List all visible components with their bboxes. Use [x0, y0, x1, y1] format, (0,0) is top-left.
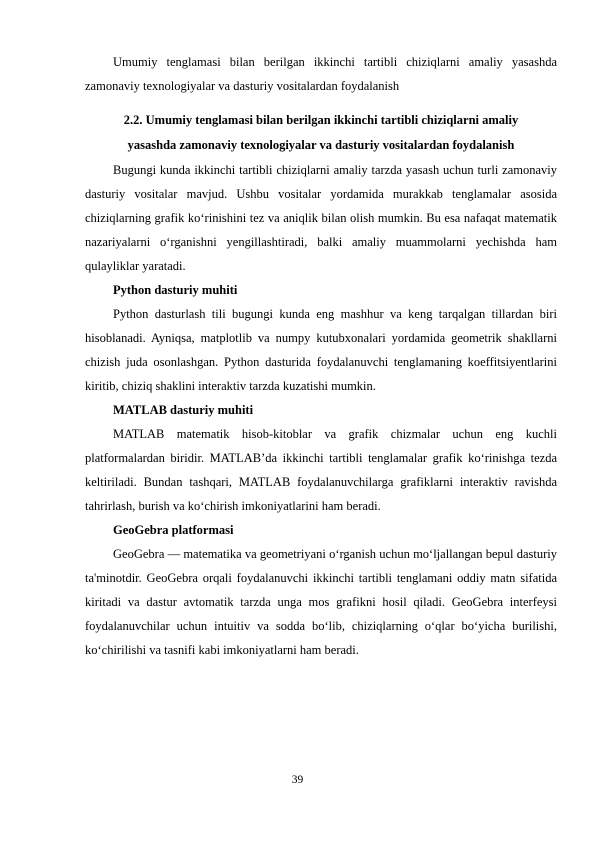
python-subheading: Python dasturiy muhiti [113, 283, 238, 297]
section-intro-paragraph: Bugungi kunda ikkinchi tartibli chiziqlarni amaliy tarzda yasash uchun turli zamonaviy dasturiy vositalar mavjud. Ushbu vositalar yordamida murakkab tenglamalar asosida chiziqlarning grafik ko‘rinishini tez va aniqlik bilan olish mumkin. Bu esa nafaqat matematik nazariyalarni o‘rganishni yengillashtiradi, balki amaliy muammolarni yechishda ham qulayliklar yaratadi. [85, 163, 557, 273]
geogebra-paragraph: GeoGebra — matematika va geometriyani o‘rganish uchun mo‘ljallangan bepul dasturiy ta'minotdir. GeoGebra orqali foydalanuvchi ikkinchi tartibli tenglamani oddiy matn sifatida kiritadi va dastur avtomatik tarzda unga mos grafikni hosil qiladi. GeoGebra interfeysi foydalanuvchilar uchun intuitiv va sodda bo‘lib, chiziqlarning o‘qlar bo‘yicha burilishi, ko‘chirilishi va tasnifi kabi imkoniyatlarni ham beradi. [85, 547, 557, 657]
page-number: 39 [291, 774, 304, 786]
section-heading [85, 108, 557, 158]
matlab-subheading: MATLAB dasturiy muhiti [113, 403, 254, 417]
geogebra-subheading: GeoGebra platformasi [113, 523, 234, 537]
python-paragraph: Python dasturlash tili bugungi kunda eng mashhur va keng tarqalgan tillardan biri hisoblanadi. Ayniqsa, matplotlib va numpy kutubxonalari yordamida geometrik shakllarni chizish juda osonlashgan. Python dasturida foydalanuvchi tenglamaning koeffitsiyentlarini kiritib, chiziq shaklini interaktiv tarzda kuzatishi mumkin. [85, 307, 557, 393]
section-heading-line-2: yasashda zamonaviy texnologiyalar va dasturiy vositalardan foydalanish [127, 138, 515, 152]
section-heading-line-1: 2.2. Umumiy tenglamasi bilan berilgan ikkinchi tartibli chiziqlarni amaliy [123, 113, 519, 127]
intro-paragraph: Umumiy tenglamasi bilan berilgan ikkinchi tartibli chiziqlarni amaliy yasashda zamonaviy texnologiyalar va dasturiy vositalardan foydalanish [85, 55, 557, 93]
document-page [85, 50, 557, 662]
matlab-paragraph: MATLAB matematik hisob-kitoblar va grafik chizmalar uchun eng kuchli platformalardan biridir. MATLAB’da ikkinchi tartibli tenglamalar grafik ko‘rinishga tezda keltiriladi. Bundan tashqari, MATLAB foydalanuvchilarga grafiklarni interaktiv ravishda tahrirlash, burish va ko‘chirish imkoniyatlarini ham beradi. [85, 427, 557, 513]
